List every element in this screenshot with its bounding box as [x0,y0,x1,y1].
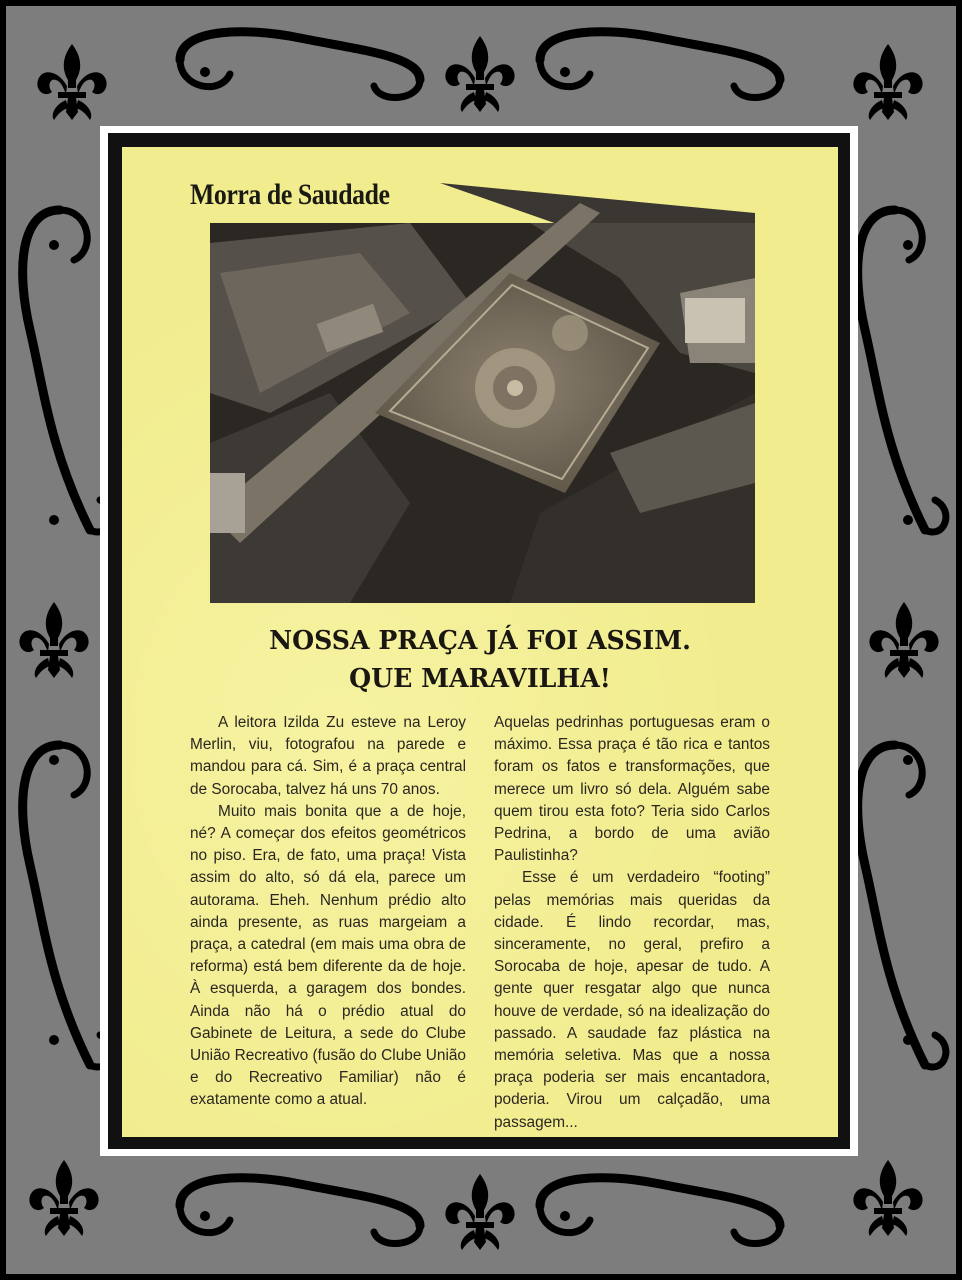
scroll-ornament [540,32,780,98]
fleur-de-lis-icon [445,36,514,112]
aerial-square-photo [210,183,755,603]
scroll-ornament [858,745,946,1067]
article-column-right [494,712,770,1134]
fleur-de-lis-icon [869,602,938,678]
fleur-de-lis-icon [19,602,88,678]
paragraph: Muito mais bonita que a de hoje, né? A começar dos efeitos geométricos no piso. Era, de fato, uma praça! Vista assim do alto, só dá ela, parece um autorama. Eheh. Nenhum prédio alto ainda presente, as ruas margeiam a praça, a catedral (em mais uma obra de reforma) está bem diferente da de hoje. À esquerda, a garagem dos bondes. Ainda não há o prédio atual do Gabinete de Leitura, a sede do Clube União Recreativo (fusão do Clube União e do Recreativo Familiar) não é exatamente como a atual. [190,802,466,1109]
scroll-ornament [23,745,111,1067]
headline-line-2: QUE MARAVILHA! [349,664,611,694]
scroll-ornament [858,210,946,532]
fleur-de-lis-icon [29,1160,98,1236]
paragraph: A leitora Izilda Zu esteve na Leroy Merlin, viu, fotografou na parede e mandou para cá. Sim, é a praça central de Sorocaba, talvez há uns 70 anos. [190,714,466,798]
article-column-left [190,712,466,1112]
headline-line-1: NOSSA PRAÇA JÁ FOI ASSIM. [269,626,691,656]
fleur-de-lis-icon [37,44,106,120]
scroll-ornament [23,210,111,532]
paragraph: Aquelas pedrinhas portuguesas eram o máximo. Essa praça é tão rica e tantos foram os fatos e transformações, que merece um livro só dela. Alguém sabe quem tirou esta foto? Teria sido Carlos Pedrina, a bordo de uma avião Paulistinha? [494,714,770,865]
paragraph: Esse é um verdadeiro “footing” pelas memórias mais queridas da cidade. É lindo recordar, mas, sinceramente, no geral, prefiro a Sorocaba de hoje, apesar de tudo. A gente quer resgatar algo que nunca houve de verdade, só na idealização do passado. A saudade faz plástica na memória seletiva. Mas que a nossa praça poderia ser mais encantadora, poderia. Virou um calçadão, uma passagem... [494,869,770,1131]
scroll-ornament [180,1178,420,1244]
fleur-de-lis-icon [445,1174,514,1250]
scroll-ornament [180,32,420,98]
column-title: Morra de Saudade [190,178,390,211]
fleur-de-lis-icon [853,1160,922,1236]
scroll-ornament [540,1178,780,1244]
fleur-de-lis-icon [853,44,922,120]
headline [190,622,770,698]
